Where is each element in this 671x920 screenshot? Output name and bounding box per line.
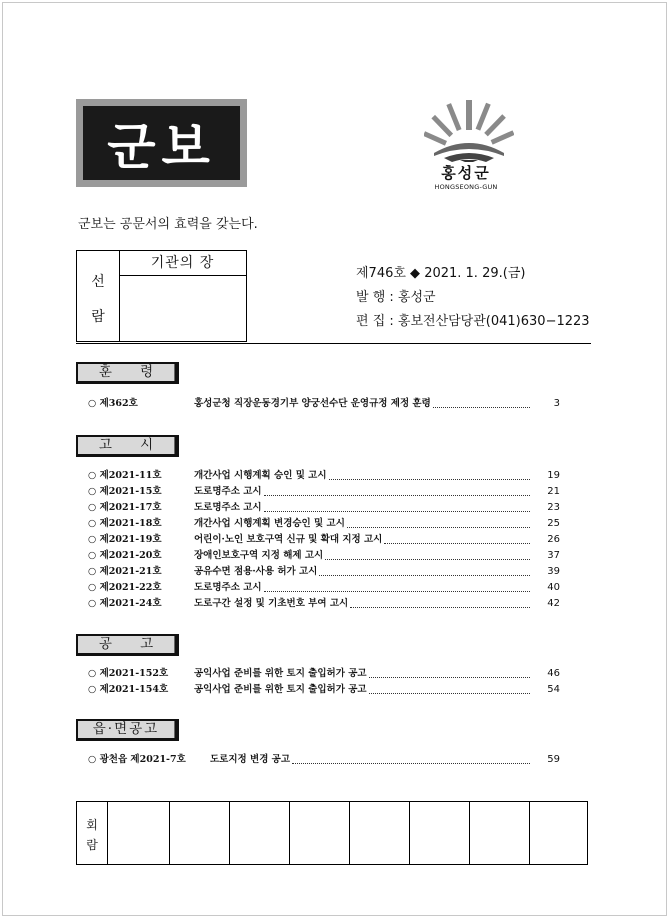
review-cell[interactable] <box>229 802 230 864</box>
list-item[interactable]: ○ 제2021-20호 장애인보호구역 지정 해제 고시 37 <box>88 550 560 561</box>
motto: 군보는 공문서의 효력을 갖는다. <box>78 217 258 232</box>
review-cell[interactable] <box>529 802 530 864</box>
section-header-town-announcement: 읍·면공고 <box>76 719 179 741</box>
list-item[interactable]: ○ 제2021-21호 공유수면 점용·사용 허가 고시 39 <box>88 566 560 577</box>
bulletin-title-box <box>76 99 247 187</box>
circulation-side-label-1: 선 <box>91 274 105 290</box>
list-item[interactable]: ○ 제362호 홍성군청 직장운동경기부 양궁선수단 운영규정 제정 훈령 3 <box>88 398 560 409</box>
publisher-info: 발 행 : 홍성군 <box>356 290 436 305</box>
list-item[interactable]: ○ 제2021-11호 개간사업 시행계획 승인 및 고시 19 <box>88 470 560 481</box>
section-header-directive: 훈 령 <box>76 362 179 384</box>
list-item[interactable]: ○ 제2021-15호 도로명주소 고시 21 <box>88 486 560 497</box>
list-item[interactable]: ○ 제2021-19호 어린이·노인 보호구역 신규 및 확대 지정 고시 26 <box>88 534 560 545</box>
review-cell[interactable] <box>409 802 410 864</box>
list-item[interactable]: ○ 제2021-17호 도로명주소 고시 23 <box>88 502 560 513</box>
review-cell[interactable] <box>289 802 290 864</box>
review-cell[interactable] <box>169 802 170 864</box>
circulation-head: 기관의 장 <box>119 251 246 276</box>
list-item[interactable]: ○ 제2021-152호 공익사업 준비를 위한 토지 출입허가 공고 46 <box>88 668 560 679</box>
list-item[interactable]: ○ 광천읍 제2021-7호 도로지정 변경 공고 59 <box>88 754 560 765</box>
section-header-announcement: 공 고 <box>76 634 179 656</box>
logo-romanized: HONGSEONG-GUN <box>434 183 498 191</box>
issue-info: 제746호 ◆ 2021. 1. 29.(금) <box>356 266 526 281</box>
circulation-side-label <box>77 251 120 341</box>
list-item[interactable]: ○ 제2021-154호 공익사업 준비를 위한 토지 출입허가 공고 54 <box>88 684 560 695</box>
list-item[interactable]: ○ 제2021-24호 도로구간 설정 및 기초번호 부여 고시 42 <box>88 598 560 609</box>
review-grid <box>76 801 588 865</box>
section-header-notice: 고 시 <box>76 435 179 457</box>
list-item[interactable]: ○ 제2021-22호 도로명주소 고시 40 <box>88 582 560 593</box>
logo-name: 홍성군 <box>441 164 491 182</box>
header-divider <box>76 343 591 344</box>
editor-info: 편 집 : 홍보전산담당관(041)630−1223 <box>356 314 590 329</box>
review-cell[interactable] <box>107 802 108 864</box>
review-cell[interactable] <box>469 802 470 864</box>
review-grid-label: 회 람 <box>86 818 98 852</box>
bulletin-title: 군보 <box>83 106 240 180</box>
circulation-box <box>76 250 247 342</box>
circulation-side-label-2: 람 <box>91 309 105 325</box>
review-cell[interactable] <box>349 802 350 864</box>
list-item[interactable]: ○ 제2021-18호 개간사업 시행계획 변경승인 및 고시 25 <box>88 518 560 529</box>
